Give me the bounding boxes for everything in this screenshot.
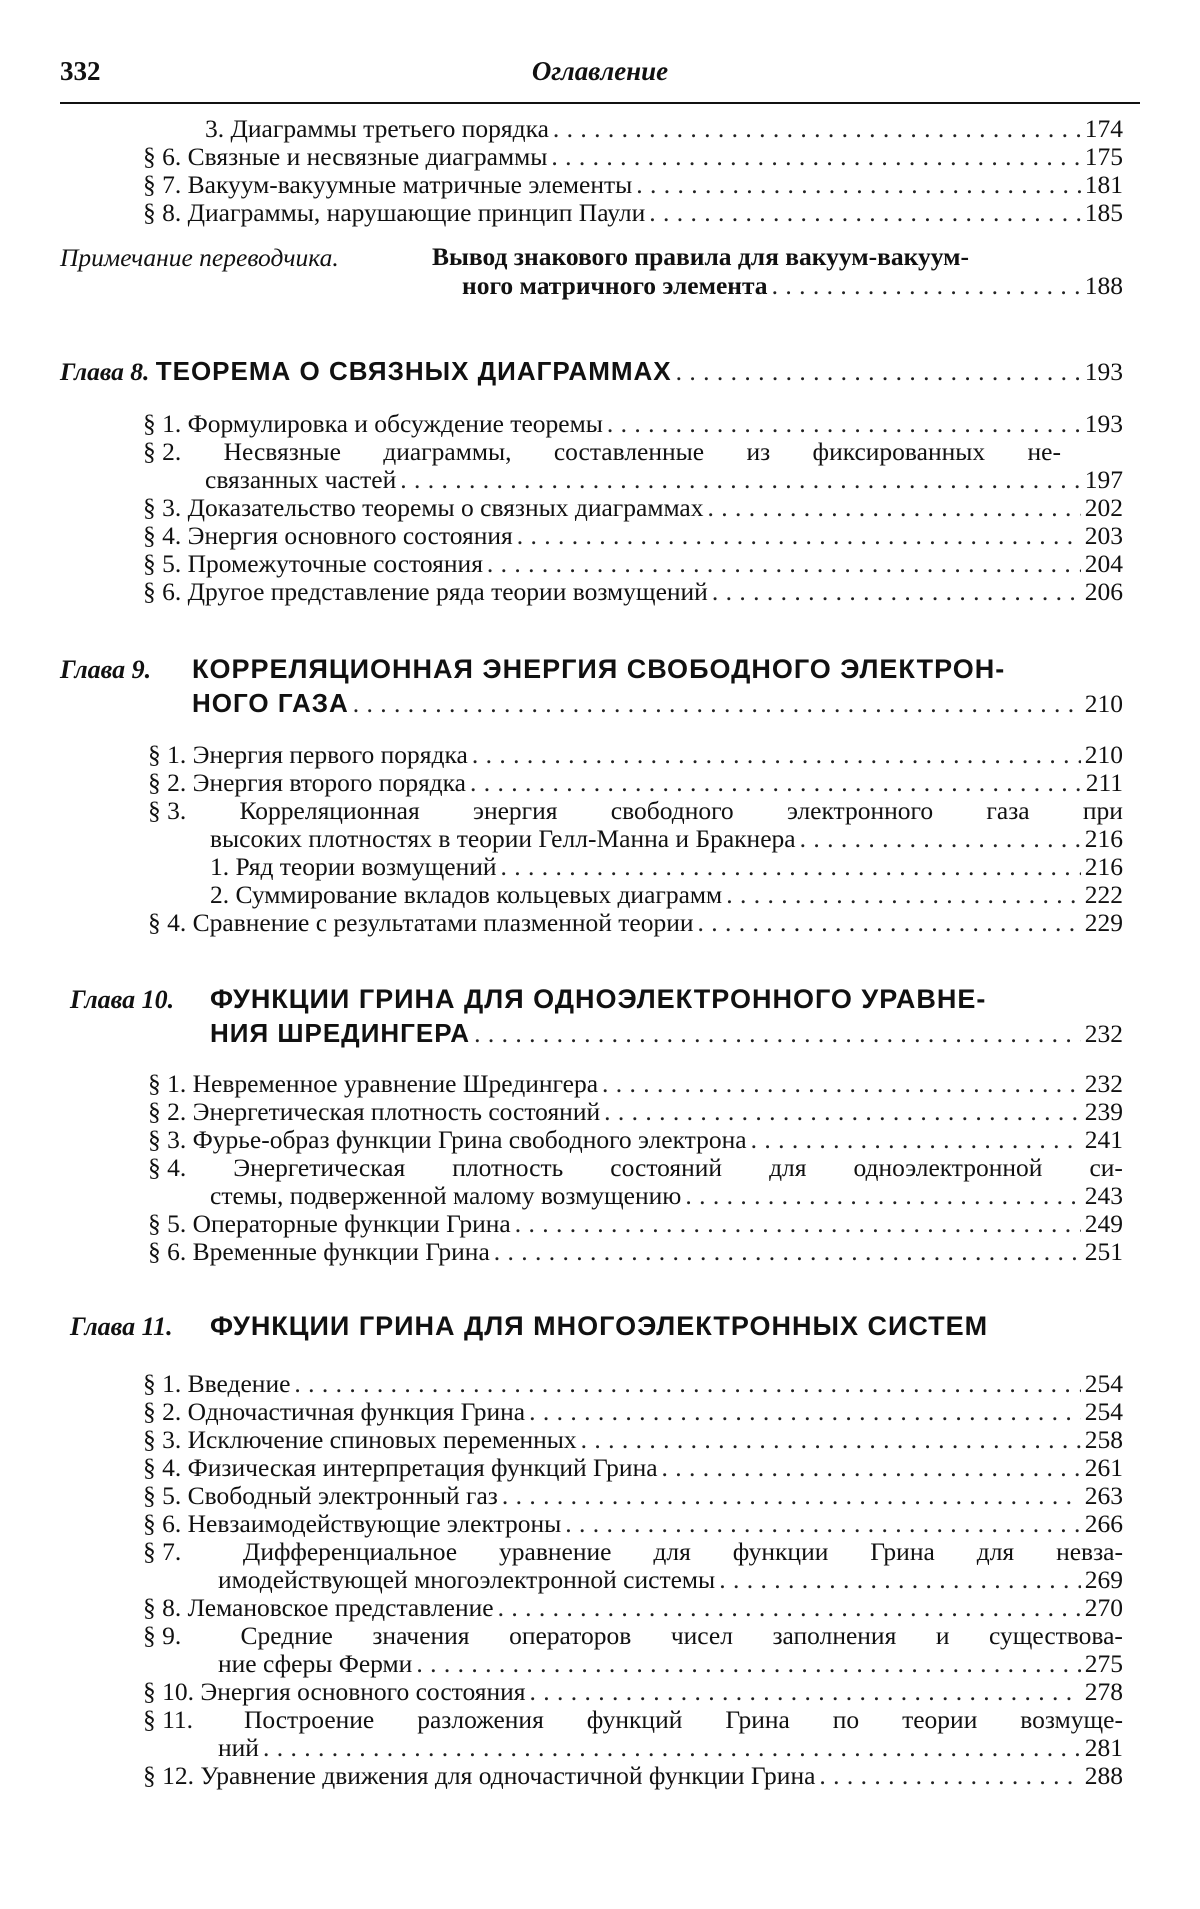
entry-title: Промежуточные состояния bbox=[187, 549, 483, 578]
leader-dots bbox=[494, 1238, 1081, 1266]
word: разложения bbox=[417, 1705, 544, 1734]
entry-page: 216 bbox=[1084, 852, 1123, 881]
leader-dots bbox=[565, 1510, 1081, 1538]
entry-number: § 2. bbox=[143, 1397, 182, 1426]
entry-title: Уравнение движения для одночастичной функции Грина bbox=[200, 1761, 816, 1790]
chapter-page: 232 bbox=[1084, 1019, 1123, 1048]
translator-note-label: Примечание переводчика. bbox=[60, 243, 339, 272]
word: плотность bbox=[452, 1153, 564, 1182]
leader-dots bbox=[602, 1070, 1081, 1098]
leader-dots bbox=[470, 769, 1082, 797]
toc-entry bbox=[218, 1734, 1123, 1762]
entry-page: 175 bbox=[1084, 142, 1123, 171]
leader-dots bbox=[819, 1762, 1080, 1790]
entry-title: Связные и несвязные диаграммы bbox=[187, 142, 548, 171]
toc-entry bbox=[143, 494, 1123, 522]
leader-dots bbox=[353, 690, 1081, 718]
leader-dots bbox=[712, 578, 1081, 606]
leader-dots bbox=[685, 1182, 1080, 1210]
word: возмуще- bbox=[1020, 1705, 1123, 1734]
entry-title: Доказательство теоремы о связных диаграммах bbox=[187, 493, 704, 522]
chapter-title-cont: НОГО ГАЗА bbox=[192, 688, 349, 718]
entry-number: § 5. bbox=[148, 1209, 187, 1238]
chapter-title: ФУНКЦИИ ГРИНА ДЛЯ ОДНОЭЛЕКТРОННОГО УРАВНЕ- bbox=[210, 984, 987, 1014]
entry-page: 203 bbox=[1084, 521, 1123, 550]
entry-number: 3. bbox=[205, 114, 225, 143]
word: диаграммы, bbox=[383, 437, 512, 466]
chapter-title-cont: НИЯ ШРЕДИНГЕРА bbox=[210, 1018, 471, 1048]
entry-page: 211 bbox=[1085, 768, 1123, 797]
entry-page: 222 bbox=[1084, 880, 1123, 909]
toc-entry bbox=[143, 171, 1123, 199]
leader-dots bbox=[474, 1020, 1081, 1048]
entry-number: § 11. bbox=[143, 1705, 194, 1734]
word: электронного bbox=[786, 796, 934, 825]
entry-title: Временные функции Грина bbox=[192, 1237, 490, 1266]
toc-entry bbox=[210, 825, 1123, 853]
chapter-label: Глава 10. bbox=[70, 985, 175, 1014]
toc-entry bbox=[210, 853, 1123, 881]
chapter-title: ФУНКЦИИ ГРИНА ДЛЯ МНОГОЭЛЕКТРОННЫХ СИСТЕМ bbox=[210, 1311, 989, 1341]
entry-title: Другое представление ряда теории возмущений bbox=[187, 577, 708, 606]
toc-entry bbox=[148, 1210, 1123, 1238]
entry-number: § 5. bbox=[143, 549, 182, 578]
chapter-heading bbox=[192, 689, 1123, 717]
word: Энергетическая bbox=[233, 1153, 406, 1182]
chapter-heading bbox=[210, 1019, 1123, 1047]
entry-title: Фурье-образ функции Грина свободного электрона bbox=[192, 1125, 747, 1154]
entry-number: § 7. bbox=[143, 1537, 182, 1566]
leader-dots bbox=[502, 1482, 1081, 1510]
toc-entry bbox=[143, 1594, 1123, 1622]
entry-title: Сравнение с результатами плазменной теории bbox=[192, 908, 694, 937]
entry-number: § 1. bbox=[143, 1369, 182, 1398]
entry-title: стемы, подверженной малому возмущению bbox=[210, 1181, 682, 1210]
entry-number: § 5. bbox=[143, 1481, 182, 1510]
toc-entry bbox=[143, 1454, 1123, 1482]
toc-entry-first-line bbox=[143, 1622, 1123, 1650]
chapter-title: ТЕОРЕМА О СВЯЗНЫХ ДИАГРАММАХ bbox=[155, 356, 672, 386]
entry-title: Энергия основного состояния bbox=[187, 521, 513, 550]
entry-number: § 1. bbox=[143, 409, 182, 438]
entry-number: § 4. bbox=[148, 908, 187, 937]
word: чисел bbox=[670, 1621, 733, 1650]
entry-number: § 2. bbox=[148, 768, 187, 797]
toc-entry-first-line bbox=[143, 1538, 1123, 1566]
leader-dots bbox=[649, 199, 1081, 227]
toc-entry-first-line bbox=[143, 438, 1061, 466]
entry-title: связанных частей bbox=[205, 465, 397, 494]
leader-dots bbox=[294, 1370, 1080, 1398]
entry-title: Невзаимодействующие электроны bbox=[187, 1509, 562, 1538]
toc-entry bbox=[143, 199, 1123, 227]
toc-entry bbox=[143, 1762, 1123, 1790]
toc-entry bbox=[148, 1098, 1123, 1126]
toc-entry bbox=[210, 1182, 1123, 1210]
entry-title: Энергия первого порядка bbox=[192, 740, 468, 769]
entry-title: Диаграммы, нарушающие принцип Паули bbox=[187, 198, 646, 227]
leader-dots bbox=[676, 358, 1081, 386]
word: функций bbox=[586, 1705, 683, 1734]
toc-entry bbox=[143, 522, 1123, 550]
entry-page: 270 bbox=[1084, 1593, 1123, 1622]
entry-page: 229 bbox=[1084, 908, 1123, 937]
toc-entry bbox=[143, 143, 1123, 171]
toc-entry-first-line bbox=[148, 797, 1123, 825]
entry-page: 263 bbox=[1084, 1481, 1123, 1510]
toc-entry-first-line bbox=[143, 1706, 1123, 1734]
leader-dots bbox=[607, 410, 1081, 438]
toc-entry bbox=[143, 1510, 1123, 1538]
leader-dots bbox=[636, 171, 1080, 199]
leader-dots bbox=[604, 1098, 1081, 1126]
entry-number: § 9. bbox=[143, 1621, 182, 1650]
chapter-label: Глава 11. bbox=[70, 1312, 173, 1341]
entry-number: § 3. bbox=[143, 493, 182, 522]
entry-number: § 1. bbox=[148, 1069, 187, 1098]
entry-page: 254 bbox=[1084, 1397, 1123, 1426]
leader-dots bbox=[553, 115, 1081, 143]
entry-page: 269 bbox=[1084, 1565, 1123, 1594]
entry-title: Формулировка и обсуждение теоремы bbox=[187, 409, 603, 438]
entry-number: § 8. bbox=[143, 198, 182, 227]
leader-dots bbox=[800, 825, 1081, 853]
entry-number: § 4. bbox=[143, 1453, 182, 1482]
word: одноэлектронной bbox=[853, 1153, 1043, 1182]
toc-entry bbox=[143, 1426, 1123, 1454]
entry-title: ного матричного элемента bbox=[462, 271, 768, 300]
word: Средние bbox=[240, 1621, 333, 1650]
chapter-label: Глава 8. bbox=[60, 357, 150, 386]
word: Несвязные bbox=[223, 437, 341, 466]
page-number: 332 bbox=[60, 56, 101, 86]
entry-title: имодействующей многоэлектронной системы bbox=[218, 1565, 716, 1594]
entry-number: § 6. bbox=[143, 1509, 182, 1538]
word: по bbox=[832, 1705, 860, 1734]
toc-entry bbox=[143, 1482, 1123, 1510]
toc-entry bbox=[148, 769, 1123, 797]
leader-dots bbox=[416, 1650, 1080, 1678]
toc-entry bbox=[205, 115, 1123, 143]
entry-page: 193 bbox=[1084, 409, 1123, 438]
entry-number: § 3. bbox=[143, 1425, 182, 1454]
word: Дифференциальное bbox=[242, 1537, 458, 1566]
header-rule bbox=[60, 102, 1140, 104]
entry-number: § 6. bbox=[143, 577, 182, 606]
leader-dots bbox=[751, 1126, 1081, 1154]
toc-entry bbox=[143, 410, 1123, 438]
leader-dots bbox=[517, 522, 1081, 550]
entry-title: Энергия второго порядка bbox=[192, 768, 466, 797]
note-line: Вывод знакового правила для вакуум-вакуум- bbox=[432, 242, 970, 271]
word: Корреляционная bbox=[239, 796, 420, 825]
toc-entry bbox=[462, 272, 1123, 300]
entry-title: Диаграммы третьего порядка bbox=[230, 114, 549, 143]
entry-title: Ряд теории возмущений bbox=[235, 852, 497, 881]
chapter-page: 193 bbox=[1084, 357, 1123, 386]
leader-dots bbox=[662, 1454, 1081, 1482]
toc-entry bbox=[143, 1398, 1123, 1426]
entry-title: Физическая интерпретация функций Грина bbox=[187, 1453, 658, 1482]
toc-entry bbox=[143, 1370, 1123, 1398]
word: существова- bbox=[989, 1621, 1123, 1650]
word: фиксированных bbox=[812, 437, 986, 466]
word: си- bbox=[1089, 1153, 1123, 1182]
entry-number: § 12. bbox=[143, 1761, 194, 1790]
toc-entry bbox=[148, 909, 1123, 937]
word: значения bbox=[372, 1621, 470, 1650]
word: свободного bbox=[610, 796, 734, 825]
toc-entry bbox=[148, 1238, 1123, 1266]
entry-title: Введение bbox=[187, 1369, 291, 1398]
entry-number: 1. bbox=[210, 852, 230, 881]
toc-entry bbox=[143, 550, 1123, 578]
entry-number: § 8. bbox=[143, 1593, 182, 1622]
entry-number: § 6. bbox=[148, 1237, 187, 1266]
leader-dots bbox=[472, 741, 1081, 769]
toc-entry bbox=[143, 1678, 1123, 1706]
word: Грина bbox=[725, 1705, 790, 1734]
word: заполнения bbox=[772, 1621, 897, 1650]
toc-entry bbox=[218, 1566, 1123, 1594]
chapter-label: Глава 9. bbox=[60, 655, 152, 684]
leader-dots bbox=[529, 1678, 1080, 1706]
leader-dots bbox=[498, 1594, 1081, 1622]
entry-number: § 2. bbox=[148, 1097, 187, 1126]
entry-page: 210 bbox=[1084, 740, 1123, 769]
word: Построение bbox=[243, 1705, 375, 1734]
toc-entry bbox=[148, 1126, 1123, 1154]
entry-title: Энергия основного состояния bbox=[200, 1677, 526, 1706]
leader-dots bbox=[515, 1210, 1081, 1238]
entry-number: § 6. bbox=[143, 142, 182, 171]
entry-page: 239 bbox=[1084, 1097, 1123, 1126]
entry-number: § 10. bbox=[143, 1677, 194, 1706]
entry-number: § 4. bbox=[143, 521, 182, 550]
entry-number: § 1. bbox=[148, 740, 187, 769]
toc-entry bbox=[143, 578, 1123, 606]
word: уравнение bbox=[499, 1537, 612, 1566]
toc-entry-first-line bbox=[148, 1154, 1123, 1182]
leader-dots bbox=[772, 272, 1081, 300]
word: составленные bbox=[553, 437, 705, 466]
entry-number: § 2. bbox=[143, 437, 182, 466]
word: Грина bbox=[870, 1537, 935, 1566]
entry-page: 188 bbox=[1084, 271, 1123, 300]
word: не- bbox=[1027, 437, 1061, 466]
entry-title: Операторные функции Грина bbox=[192, 1209, 511, 1238]
entry-page: 202 bbox=[1084, 493, 1123, 522]
entry-page: 241 bbox=[1084, 1125, 1123, 1154]
toc-entry bbox=[210, 881, 1123, 909]
entry-number: § 3. bbox=[148, 1125, 187, 1154]
word: теории bbox=[902, 1705, 978, 1734]
leader-dots bbox=[400, 466, 1080, 494]
entry-number: § 7. bbox=[143, 170, 182, 199]
leader-dots bbox=[529, 1398, 1081, 1426]
leader-dots bbox=[719, 1566, 1081, 1594]
toc-entry bbox=[148, 1070, 1123, 1098]
toc-entry bbox=[205, 466, 1123, 494]
word: энергия bbox=[473, 796, 558, 825]
entry-title: Вакуум-вакуумные матричные элементы bbox=[187, 170, 633, 199]
leader-dots bbox=[487, 550, 1081, 578]
leader-dots bbox=[698, 909, 1081, 937]
entry-page: 232 bbox=[1084, 1069, 1123, 1098]
chapter-page: 210 bbox=[1084, 689, 1123, 718]
leader-dots bbox=[263, 1734, 1081, 1762]
entry-page: 204 bbox=[1084, 549, 1123, 578]
word: для bbox=[653, 1537, 691, 1566]
entry-page: 249 bbox=[1084, 1209, 1123, 1238]
entry-page: 216 bbox=[1084, 824, 1123, 853]
entry-page: 281 bbox=[1084, 1733, 1123, 1762]
word: для bbox=[976, 1537, 1015, 1566]
word: невза- bbox=[1056, 1537, 1123, 1566]
entry-page: 185 bbox=[1084, 198, 1123, 227]
entry-page: 288 bbox=[1084, 1761, 1123, 1790]
entry-title: Свободный электронный газ bbox=[187, 1481, 498, 1510]
word: газа bbox=[986, 796, 1030, 825]
entry-page: 254 bbox=[1084, 1369, 1123, 1398]
entry-page: 261 bbox=[1084, 1453, 1123, 1482]
word: из bbox=[746, 437, 771, 466]
entry-page: 197 bbox=[1084, 465, 1123, 494]
entry-title: ний bbox=[218, 1733, 259, 1762]
leader-dots bbox=[581, 1426, 1081, 1454]
chapter-title: КОРРЕЛЯЦИОННАЯ ЭНЕРГИЯ СВОБОДНОГО ЭЛЕКТРОН- bbox=[192, 654, 1006, 684]
toc-entry bbox=[148, 741, 1123, 769]
translator-note-title bbox=[432, 243, 1123, 271]
entry-title: Энергетическая плотность состояний bbox=[192, 1097, 601, 1126]
entry-title: ние сферы Ферми bbox=[218, 1649, 413, 1678]
entry-title: Суммирование вкладов кольцевых диаграмм bbox=[235, 880, 723, 909]
entry-page: 275 bbox=[1084, 1649, 1123, 1678]
leader-dots bbox=[551, 143, 1080, 171]
word: и bbox=[935, 1621, 950, 1650]
leader-dots bbox=[708, 494, 1081, 522]
leader-dots bbox=[501, 853, 1081, 881]
entry-page: 258 bbox=[1084, 1425, 1123, 1454]
toc-entry bbox=[218, 1650, 1123, 1678]
entry-page: 206 bbox=[1084, 577, 1123, 606]
entry-page: 251 bbox=[1084, 1237, 1123, 1266]
entry-title: Невременное уравнение Шредингера bbox=[192, 1069, 599, 1098]
entry-number: § 3. bbox=[148, 796, 187, 825]
entry-title: Лемановское представление bbox=[187, 1593, 494, 1622]
entry-number: § 4. bbox=[148, 1153, 187, 1182]
entry-page: 266 bbox=[1084, 1509, 1123, 1538]
entry-title: Исключение спиновых переменных bbox=[187, 1425, 577, 1454]
word: состояний bbox=[610, 1153, 723, 1182]
word: для bbox=[769, 1153, 807, 1182]
entry-title: Одночастичная функция Грина bbox=[187, 1397, 526, 1426]
word: операторов bbox=[509, 1621, 632, 1650]
entry-title: высоких плотностях в теории Гелл-Манна и Бракнера bbox=[210, 824, 796, 853]
word: функции bbox=[732, 1537, 829, 1566]
entry-page: 174 bbox=[1084, 114, 1123, 143]
leader-dots bbox=[726, 881, 1081, 909]
entry-page: 243 bbox=[1084, 1181, 1123, 1210]
entry-page: 278 bbox=[1084, 1677, 1123, 1706]
chapter-heading bbox=[60, 357, 1123, 385]
word: при bbox=[1082, 796, 1123, 825]
running-head: Оглавление bbox=[531, 56, 669, 86]
entry-number: 2. bbox=[210, 880, 230, 909]
entry-page: 181 bbox=[1084, 170, 1123, 199]
